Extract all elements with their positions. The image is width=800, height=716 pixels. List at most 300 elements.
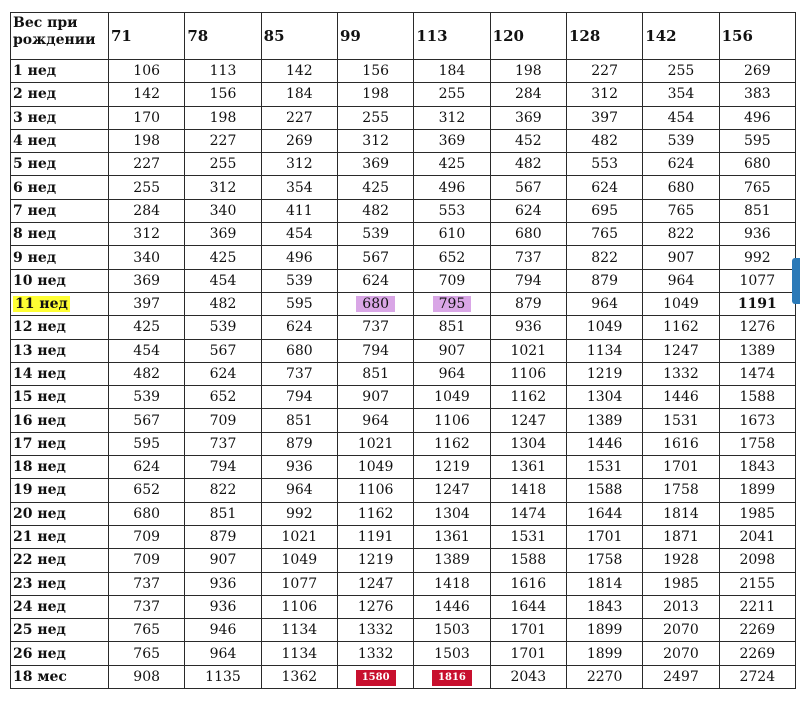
cell-value: 1814 xyxy=(586,575,623,592)
cell-value: 482 xyxy=(362,202,390,219)
row-label-text: 23 нед xyxy=(13,575,66,592)
table-cell xyxy=(414,153,490,176)
table-cell xyxy=(414,479,490,502)
cell-value: 539 xyxy=(362,226,390,243)
cell-value: 1899 xyxy=(739,482,776,499)
cell-value: 1247 xyxy=(663,342,699,359)
cell-value: 1362 xyxy=(281,668,318,685)
cell-value: 765 xyxy=(591,226,618,243)
table-cell xyxy=(261,292,337,315)
row-label-text: 6 нед xyxy=(13,179,57,196)
cell-value: 1021 xyxy=(510,342,547,359)
cell-value: 1673 xyxy=(739,412,776,429)
table-cell xyxy=(261,223,337,246)
table-cell xyxy=(490,642,566,665)
table-cell xyxy=(261,129,337,152)
table-cell xyxy=(185,292,261,315)
table-cell xyxy=(566,292,642,315)
cell-value: 198 xyxy=(133,133,161,150)
cell-value: 1928 xyxy=(663,552,699,569)
cell-value: 964 xyxy=(285,482,313,499)
table-cell xyxy=(490,246,566,269)
cell-value: 2269 xyxy=(739,622,776,639)
table-cell xyxy=(109,595,185,618)
table-cell xyxy=(185,409,261,432)
cell-value: 284 xyxy=(514,86,542,103)
table-row xyxy=(11,153,796,176)
cell-value: 765 xyxy=(133,622,161,639)
cell-value: 737 xyxy=(362,319,390,336)
table-cell xyxy=(337,60,413,83)
row-label xyxy=(11,525,109,548)
cell-value: 1644 xyxy=(586,505,623,522)
table-cell xyxy=(337,642,413,665)
cell-value: 383 xyxy=(743,86,771,103)
cell-value: 1106 xyxy=(434,412,470,429)
side-edge-tab[interactable] xyxy=(792,258,800,304)
cell-value: 142 xyxy=(285,63,313,80)
table-cell xyxy=(414,316,490,339)
table-cell xyxy=(337,549,413,572)
cell-value: 255 xyxy=(667,63,695,80)
table-cell xyxy=(414,549,490,572)
row-label-text: 3 нед xyxy=(13,109,57,126)
cell-value: 1701 xyxy=(510,622,547,639)
table-cell xyxy=(337,339,413,362)
cell-value: 539 xyxy=(133,389,161,406)
table-cell xyxy=(566,479,642,502)
table-cell xyxy=(566,83,642,106)
cell-value: 624 xyxy=(514,202,542,219)
cell-value: 539 xyxy=(667,133,695,150)
cell-value: 539 xyxy=(209,319,237,336)
cell-value: 369 xyxy=(438,133,466,150)
cell-value: 737 xyxy=(514,249,542,266)
table-cell xyxy=(109,339,185,362)
table-cell xyxy=(719,502,795,525)
cell-value: 1191 xyxy=(357,529,394,546)
cell-value: 1304 xyxy=(434,505,470,522)
table-cell xyxy=(109,223,185,246)
column-header: 128 xyxy=(566,13,642,60)
table-cell xyxy=(261,432,337,455)
cell-value: 482 xyxy=(209,296,237,313)
table-cell xyxy=(566,642,642,665)
cell-value: 184 xyxy=(438,63,466,80)
row-label-text: 18 мес xyxy=(13,668,67,685)
table-row xyxy=(11,269,796,292)
cell-value: 737 xyxy=(133,575,161,592)
table-cell xyxy=(643,129,719,152)
table-cell xyxy=(185,60,261,83)
table-cell xyxy=(109,619,185,642)
row-label-text: 24 нед xyxy=(13,598,66,615)
cell-value: 312 xyxy=(362,133,390,150)
table-cell xyxy=(719,432,795,455)
table-row xyxy=(11,642,796,665)
table-cell xyxy=(719,549,795,572)
table-cell xyxy=(109,362,185,385)
cell-value: 992 xyxy=(743,249,771,266)
table-cell xyxy=(643,502,719,525)
cell-value: 1106 xyxy=(281,598,318,615)
table-cell xyxy=(490,199,566,222)
table-cell xyxy=(414,60,490,83)
table-cell xyxy=(109,549,185,572)
cell-value: 822 xyxy=(591,249,618,266)
cell-value: 652 xyxy=(133,482,161,499)
cell-value: 794 xyxy=(514,272,542,289)
table-cell xyxy=(490,502,566,525)
table-cell xyxy=(185,199,261,222)
cell-value: 425 xyxy=(133,319,161,336)
table-row xyxy=(11,199,796,222)
cell-value: 482 xyxy=(514,156,542,173)
table-row xyxy=(11,595,796,618)
cell-value: 936 xyxy=(514,319,542,336)
row-label-text: 8 нед xyxy=(13,226,57,243)
cell-value: 624 xyxy=(591,179,618,196)
table-cell xyxy=(719,456,795,479)
table-cell xyxy=(337,572,413,595)
table-cell xyxy=(566,269,642,292)
table-cell xyxy=(643,176,719,199)
cell-value: 312 xyxy=(591,86,618,103)
table-cell xyxy=(109,83,185,106)
table-cell xyxy=(719,619,795,642)
table-cell xyxy=(490,106,566,129)
cell-value: 1531 xyxy=(663,412,699,429)
table-cell xyxy=(109,642,185,665)
cell-value: 482 xyxy=(133,366,161,382)
table-cell xyxy=(414,246,490,269)
cell-value: 1701 xyxy=(586,529,623,546)
table-cell xyxy=(109,176,185,199)
table-cell xyxy=(643,153,719,176)
table-cell xyxy=(719,362,795,385)
table-cell xyxy=(414,386,490,409)
cell-value: 113 xyxy=(209,63,237,80)
cell-value: 1134 xyxy=(281,645,318,662)
table-cell xyxy=(643,106,719,129)
table-cell xyxy=(643,339,719,362)
cell-value: 1021 xyxy=(281,529,318,546)
table-cell xyxy=(566,176,642,199)
cell-value: 567 xyxy=(514,179,542,196)
table-cell xyxy=(261,525,337,548)
table-row xyxy=(11,362,796,385)
cell-value: 936 xyxy=(209,598,237,615)
table-cell xyxy=(719,153,795,176)
cell-value: 1247 xyxy=(357,575,394,592)
cell-value: 936 xyxy=(209,575,237,592)
table-cell xyxy=(490,223,566,246)
table-cell xyxy=(490,619,566,642)
cell-value: 1049 xyxy=(434,389,470,406)
table-cell xyxy=(490,432,566,455)
cell-value: 1503 xyxy=(434,622,470,639)
cell-value: 1814 xyxy=(663,505,699,522)
cell-value: 227 xyxy=(209,133,237,150)
table-row xyxy=(11,409,796,432)
table-cell xyxy=(261,642,337,665)
table-cell xyxy=(490,60,566,83)
row-label xyxy=(11,83,109,106)
row-label-text: 22 нед xyxy=(13,552,66,569)
cell-value: 1701 xyxy=(663,459,699,476)
cell-value: 397 xyxy=(133,296,161,313)
cell-value: 851 xyxy=(362,366,390,382)
table-cell xyxy=(414,642,490,665)
table-cell xyxy=(566,432,642,455)
table-cell xyxy=(261,339,337,362)
cell-value: 1219 xyxy=(586,366,623,382)
cell-value: 794 xyxy=(285,389,313,406)
cell-value: 369 xyxy=(362,156,390,173)
table-row xyxy=(11,106,796,129)
table-cell xyxy=(109,386,185,409)
table-cell xyxy=(261,83,337,106)
cell-value: 255 xyxy=(133,179,161,196)
cell-value: 1758 xyxy=(739,435,776,452)
table-cell xyxy=(490,153,566,176)
cell-value: 1247 xyxy=(510,412,547,429)
table-row xyxy=(11,525,796,548)
cell-value: 624 xyxy=(362,272,390,289)
table-cell xyxy=(643,432,719,455)
table-cell xyxy=(261,456,337,479)
cell-value: 595 xyxy=(285,296,313,313)
cell-value: 908 xyxy=(133,668,161,685)
cell-value: 1389 xyxy=(739,342,776,359)
cell-value: 1135 xyxy=(205,668,241,685)
table-cell xyxy=(109,525,185,548)
cell-value: 964 xyxy=(362,412,390,429)
cell-value: 1134 xyxy=(281,622,318,639)
table-cell xyxy=(719,409,795,432)
cell-value: 1049 xyxy=(357,459,394,476)
table-cell xyxy=(337,269,413,292)
table-cell xyxy=(643,456,719,479)
cell-value: 142 xyxy=(133,86,161,103)
cell-value: 652 xyxy=(209,389,237,406)
table-cell xyxy=(643,619,719,642)
row-label xyxy=(11,316,109,339)
table-cell xyxy=(185,479,261,502)
cell-value: 255 xyxy=(438,86,466,103)
row-label xyxy=(11,60,109,83)
cell-value: 709 xyxy=(133,552,161,569)
cell-value: 255 xyxy=(209,156,237,173)
table-cell xyxy=(490,665,566,688)
table-row xyxy=(11,129,796,152)
column-header: 99 xyxy=(337,13,413,60)
cell-value: 936 xyxy=(285,459,313,476)
cell-value: 1899 xyxy=(586,622,623,639)
table-cell xyxy=(719,60,795,83)
row-label-text: 9 нед xyxy=(13,249,57,266)
cell-value: 1332 xyxy=(357,622,394,639)
cell-value: 879 xyxy=(209,529,237,546)
table-cell xyxy=(261,153,337,176)
cell-value: 1580 xyxy=(356,670,396,686)
row-label xyxy=(11,269,109,292)
table-cell xyxy=(414,292,490,315)
cell-value: 1418 xyxy=(434,575,470,592)
row-label xyxy=(11,386,109,409)
cell-value: 765 xyxy=(743,179,771,196)
cell-value: 1077 xyxy=(739,272,776,289)
cell-value: 680 xyxy=(514,226,542,243)
cell-value: 794 xyxy=(209,459,237,476)
row-label xyxy=(11,153,109,176)
cell-value: 227 xyxy=(591,63,618,80)
cell-value: 1134 xyxy=(586,342,623,359)
cell-value: 1474 xyxy=(739,366,776,382)
header-row xyxy=(11,13,796,60)
cell-value: 851 xyxy=(285,412,313,429)
cell-value: 425 xyxy=(438,156,466,173)
table-row xyxy=(11,60,796,83)
row-label-text: 12 нед xyxy=(13,319,66,336)
column-header: 85 xyxy=(261,13,337,60)
table-cell xyxy=(643,246,719,269)
row-label xyxy=(11,129,109,152)
cell-value: 1446 xyxy=(586,435,623,452)
row-label xyxy=(11,409,109,432)
cell-value: 1049 xyxy=(663,296,699,313)
cell-value: 1588 xyxy=(510,552,547,569)
column-header: 142 xyxy=(643,13,719,60)
cell-value: 879 xyxy=(285,435,313,452)
row-label-text: 16 нед xyxy=(13,412,66,429)
table-cell xyxy=(185,456,261,479)
cell-value: 2070 xyxy=(663,622,699,639)
table-cell xyxy=(719,199,795,222)
cell-value: 340 xyxy=(133,249,161,266)
table-cell xyxy=(719,292,795,315)
table-cell xyxy=(414,129,490,152)
cell-value: 695 xyxy=(591,202,618,219)
cell-value: 1418 xyxy=(510,482,547,499)
cell-value: 156 xyxy=(362,63,390,80)
cell-value: 2098 xyxy=(739,552,776,569)
cell-value: 795 xyxy=(433,296,472,312)
table-row xyxy=(11,292,796,315)
table-cell xyxy=(719,665,795,688)
cell-value: 595 xyxy=(133,435,161,452)
table-cell xyxy=(414,456,490,479)
table-cell xyxy=(643,60,719,83)
table-cell xyxy=(261,106,337,129)
table-row xyxy=(11,83,796,106)
table-cell xyxy=(185,106,261,129)
cell-value: 1077 xyxy=(281,575,318,592)
table-cell xyxy=(566,106,642,129)
table-cell xyxy=(261,386,337,409)
table-cell xyxy=(414,269,490,292)
table-cell xyxy=(185,549,261,572)
cell-value: 1871 xyxy=(663,529,699,546)
cell-value: 1531 xyxy=(586,459,623,476)
cell-value: 2041 xyxy=(739,529,776,546)
cell-value: 354 xyxy=(285,179,313,196)
row-label xyxy=(11,432,109,455)
table-cell xyxy=(719,572,795,595)
cell-value: 1219 xyxy=(357,552,394,569)
table-cell xyxy=(566,595,642,618)
cell-value: 595 xyxy=(743,133,771,150)
table-cell xyxy=(185,176,261,199)
table-cell xyxy=(643,642,719,665)
cell-value: 454 xyxy=(667,109,695,126)
cell-value: 553 xyxy=(591,156,618,173)
table-cell xyxy=(566,572,642,595)
cell-value: 680 xyxy=(133,505,161,522)
cell-value: 553 xyxy=(438,202,466,219)
table-cell xyxy=(109,665,185,688)
table-cell xyxy=(261,269,337,292)
cell-value: 680 xyxy=(667,179,695,196)
table-row xyxy=(11,572,796,595)
cell-value: 369 xyxy=(133,272,161,289)
cell-value: 1474 xyxy=(510,505,547,522)
table-cell xyxy=(109,269,185,292)
cell-value: 737 xyxy=(209,435,237,452)
row-label xyxy=(11,176,109,199)
row-label xyxy=(11,572,109,595)
table-body xyxy=(11,60,796,689)
table-cell xyxy=(337,129,413,152)
table-cell xyxy=(109,456,185,479)
table-cell xyxy=(414,199,490,222)
table-cell xyxy=(185,525,261,548)
table-cell xyxy=(566,409,642,432)
table-cell xyxy=(566,60,642,83)
table-cell xyxy=(643,409,719,432)
cell-value: 680 xyxy=(356,296,395,312)
cell-value: 1332 xyxy=(357,645,394,662)
cell-value: 2070 xyxy=(663,645,699,662)
table-cell xyxy=(261,409,337,432)
row-label-text: 11 нед xyxy=(15,296,68,313)
row-label-text: 21 нед xyxy=(13,529,66,546)
row-label xyxy=(11,362,109,385)
cell-value: 709 xyxy=(133,529,161,546)
table-cell xyxy=(566,362,642,385)
table-cell xyxy=(185,316,261,339)
cell-value: 1389 xyxy=(434,552,470,569)
cell-value: 1162 xyxy=(434,435,470,452)
table-cell xyxy=(643,479,719,502)
table-cell xyxy=(109,572,185,595)
row-label-text: 15 нед xyxy=(13,389,66,406)
row-label-text: 4 нед xyxy=(13,133,57,150)
cell-value: 765 xyxy=(667,202,695,219)
table-cell xyxy=(185,153,261,176)
table-cell xyxy=(109,106,185,129)
table-cell xyxy=(185,129,261,152)
table-cell xyxy=(185,572,261,595)
cell-value: 2497 xyxy=(663,668,699,685)
table-cell xyxy=(261,479,337,502)
table-cell xyxy=(643,572,719,595)
table-cell xyxy=(490,479,566,502)
row-label xyxy=(11,549,109,572)
cell-value: 312 xyxy=(133,226,161,243)
table-cell xyxy=(185,642,261,665)
cell-value: 652 xyxy=(438,249,466,266)
